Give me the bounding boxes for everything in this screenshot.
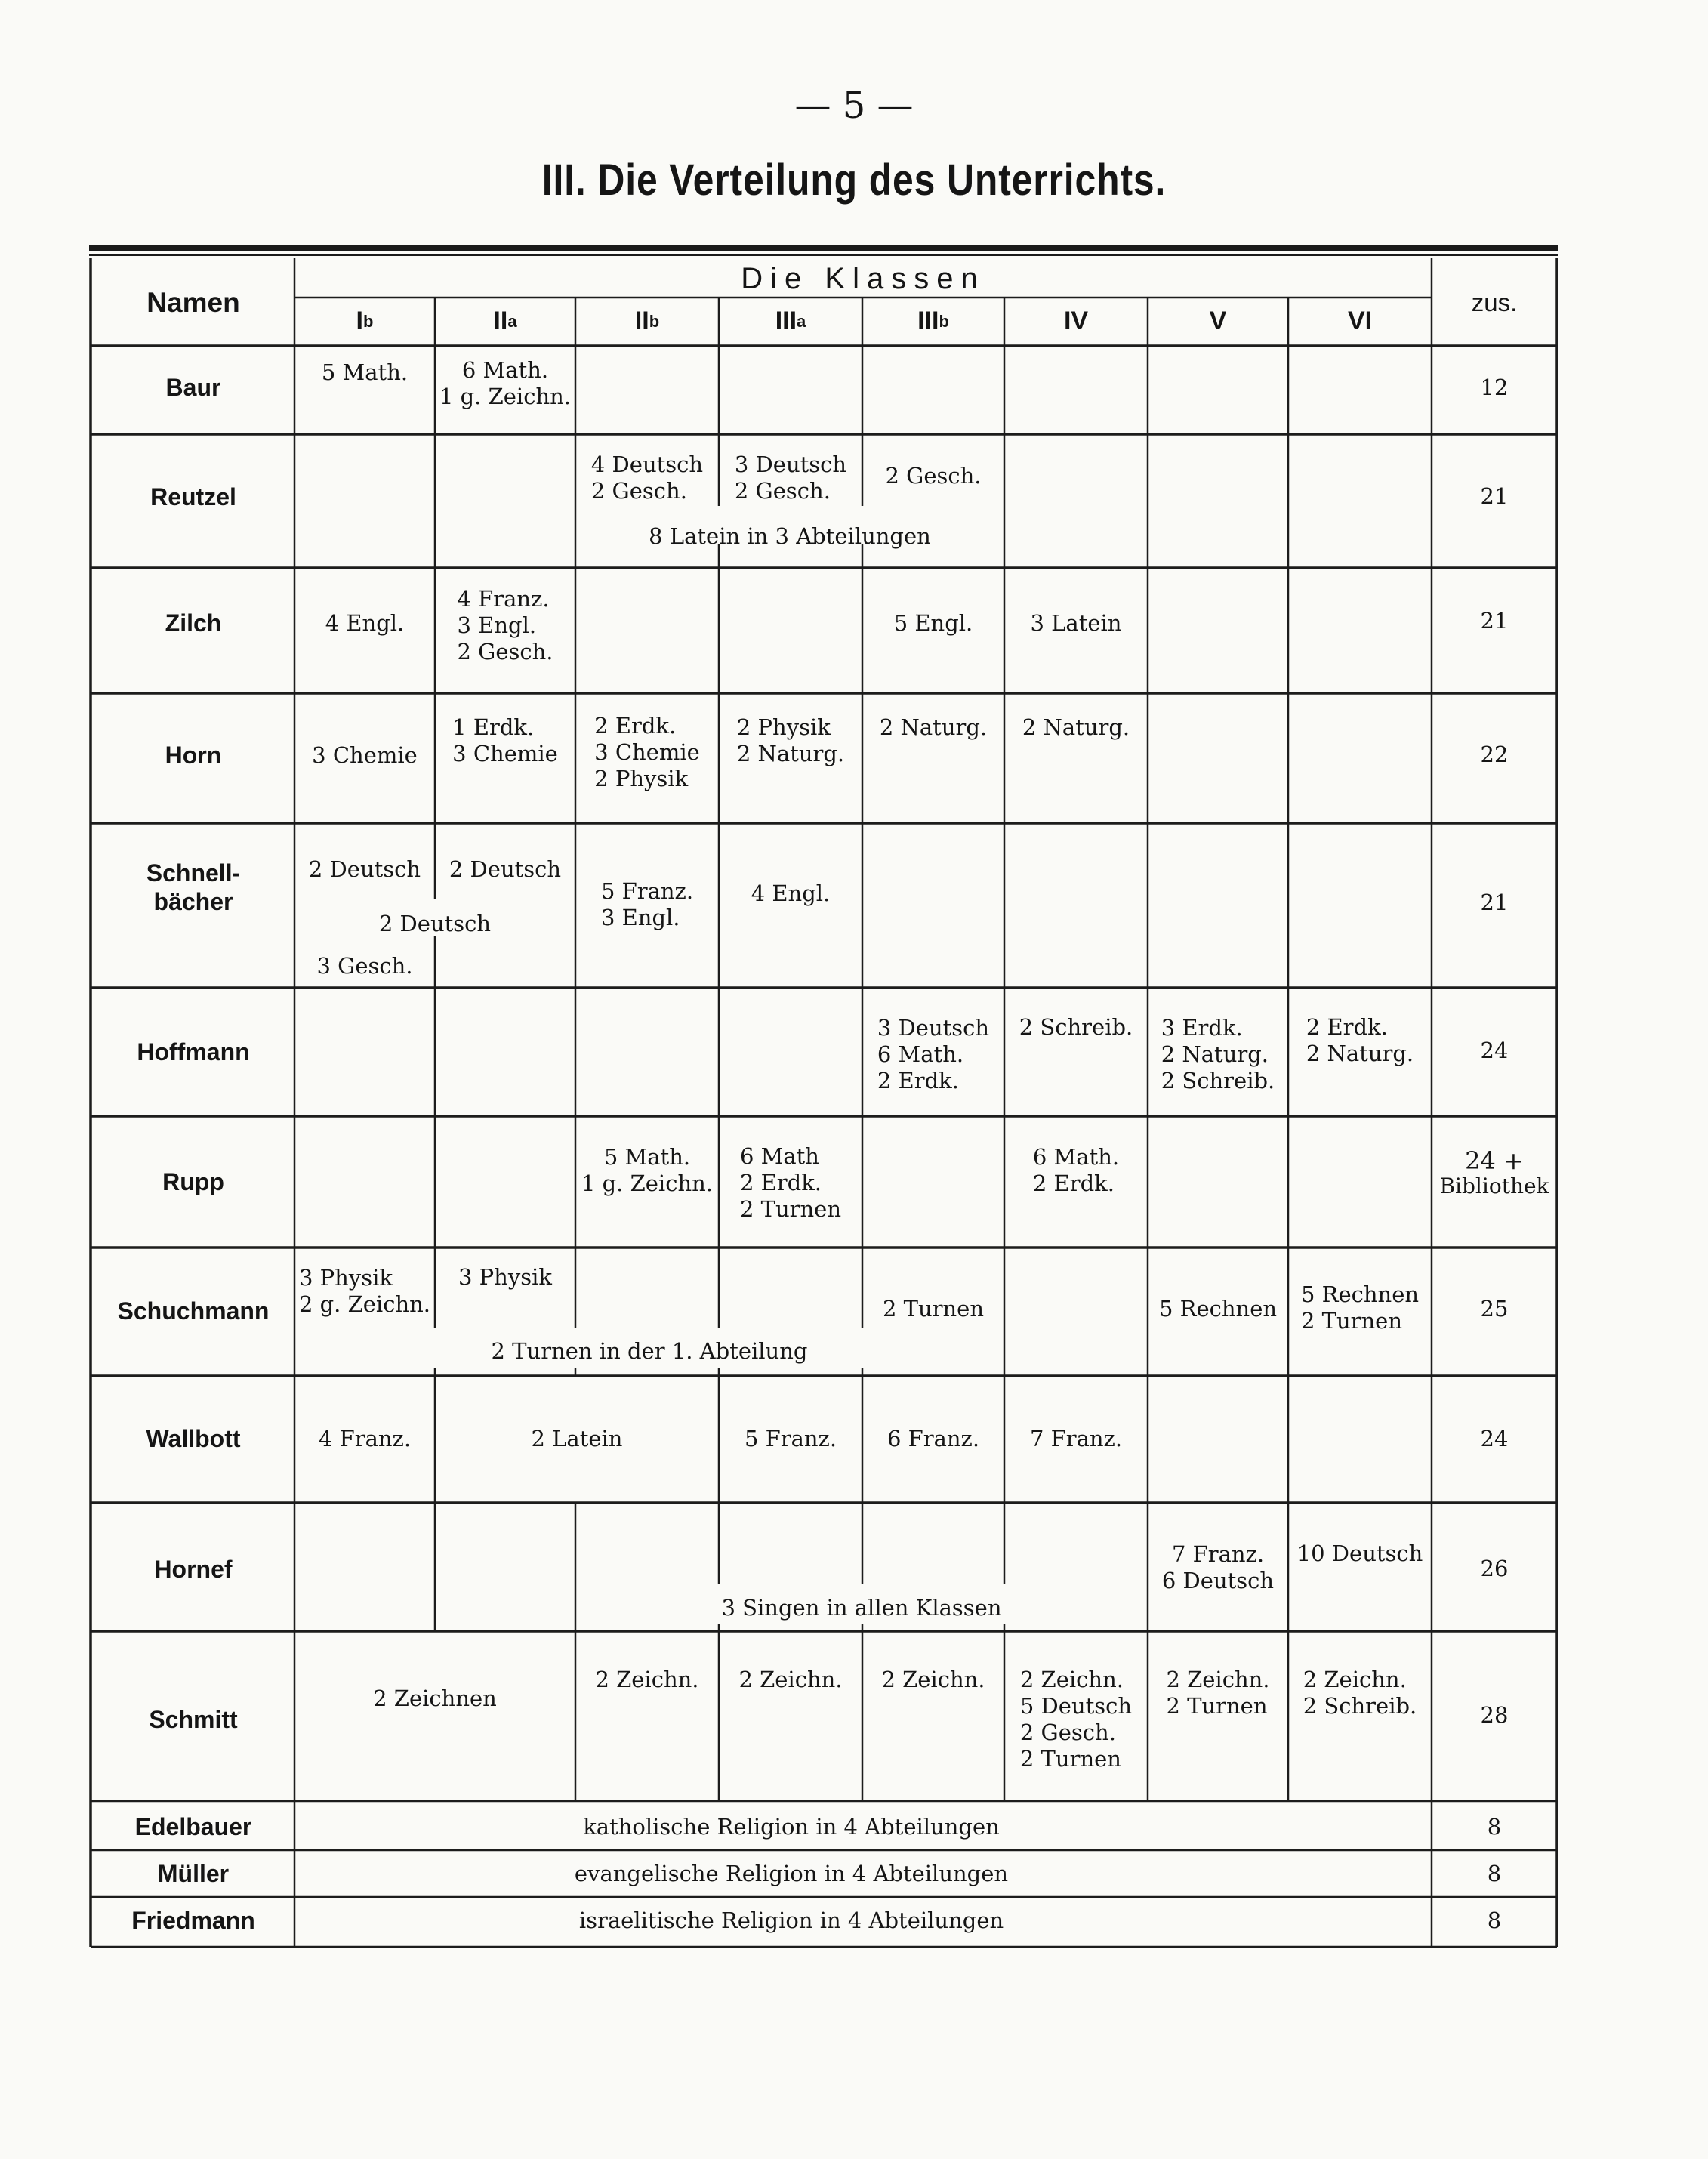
row-total: 21	[1480, 608, 1509, 634]
table-cell: 2 Deutsch	[308, 856, 421, 882]
table-cell: 5 Math. 1 g. Zeichn.	[581, 1144, 714, 1196]
table-cell: 10 Deutsch	[1296, 1540, 1423, 1566]
table-cell: 7 Franz.	[1029, 1425, 1123, 1451]
table-cell: 3 Gesch.	[316, 952, 413, 979]
table-cell: 1 Erdk. 3 Chemie	[452, 714, 558, 766]
teacher-name: Horn	[165, 742, 222, 769]
table-cell: 5 Franz.	[744, 1425, 837, 1451]
header-classes-group: Die Klassen	[741, 261, 985, 295]
row-total: 22	[1480, 742, 1509, 767]
table-cell: 6 Math. 2 Erdk.	[1032, 1144, 1120, 1196]
table-cell: 2 Zeichn. 5 Deutsch 2 Gesch. 2 Turnen	[1019, 1667, 1133, 1772]
table-cell: 2 Turnen	[882, 1295, 985, 1322]
table-cell: 2 Schreib.	[1019, 1013, 1133, 1040]
table-cell: 5 Math.	[321, 359, 409, 385]
row-total: 21	[1480, 890, 1509, 915]
table-cell: 3 Physik	[458, 1263, 552, 1290]
table-cell: 2 Naturg.	[1022, 714, 1130, 740]
table-cell: 2 Erdk. 2 Naturg.	[1306, 1014, 1414, 1066]
table-cell: 3 Erdk. 2 Naturg. 2 Schreib.	[1161, 1014, 1275, 1093]
span-text-singen: 3 Singen in allen Klassen	[721, 1595, 1002, 1621]
table-cell: 2 Zeichn. 2 Turnen	[1166, 1667, 1270, 1719]
row-total: 21	[1480, 483, 1509, 509]
table-cell: 5 Rechnen	[1158, 1295, 1278, 1322]
teacher-name: Wallbott	[146, 1425, 241, 1452]
header-class-vi: VI	[1347, 306, 1373, 335]
teacher-name: Hoffmann	[137, 1038, 250, 1066]
teacher-name: Schuchmann	[117, 1297, 270, 1325]
teacher-name: Rupp	[162, 1168, 224, 1195]
row-total: 26	[1480, 1556, 1509, 1581]
table-cell: 4 Engl.	[751, 880, 831, 906]
header-class-iiib: III b	[917, 306, 949, 335]
span-text-turnen: 2 Turnen in der 1. Abteilung	[491, 1338, 808, 1364]
table-cell: 3 Latein	[1030, 609, 1122, 636]
row-total: 24 + Bibliothek	[1439, 1146, 1549, 1198]
row-total: 24	[1480, 1038, 1509, 1063]
table-cell: 5 Engl.	[893, 609, 973, 636]
row-total: 8	[1487, 1861, 1502, 1886]
table-cell: 3 Physik 2 g. Zeichn.	[298, 1265, 431, 1317]
table-cell: 4 Deutsch 2 Gesch.	[590, 452, 704, 504]
table-cell: 4 Franz. 3 Engl. 2 Gesch.	[457, 585, 553, 665]
table-cell: 5 Franz. 3 Engl.	[600, 878, 694, 930]
table-cell: 2 Erdk. 3 Chemie 2 Physik	[594, 712, 700, 791]
table-cell: 2 Latein	[531, 1425, 623, 1451]
row-total: 28	[1480, 1702, 1509, 1728]
row-total: 8	[1487, 1908, 1502, 1933]
header-class-iiia: III a	[775, 306, 806, 335]
span-text-religion: israelitische Religion in 4 Abteilungen	[578, 1908, 1004, 1933]
table-cell: 2 Zeichnen	[373, 1685, 497, 1711]
table-cell: 6 Franz.	[886, 1425, 980, 1451]
table-cell: 3 Deutsch 6 Math. 2 Erdk.	[877, 1014, 990, 1093]
header-class-iv: IV	[1063, 306, 1089, 335]
table-cell: 2 Deutsch	[449, 856, 562, 882]
table-cell: 2 Naturg.	[879, 714, 988, 740]
teacher-name: Friedmann	[131, 1907, 255, 1934]
table-cell: 7 Franz. 6 Deutsch	[1161, 1541, 1275, 1593]
header-class-v: V	[1209, 306, 1227, 335]
teacher-name: Zilch	[165, 609, 222, 637]
table-cell: 2 Zeichn.	[738, 1666, 843, 1692]
table-cell: 4 Engl.	[325, 609, 405, 636]
page-title: III. Die Verteilung des Unterrichts.	[541, 156, 1167, 205]
header-total: zus.	[1471, 288, 1518, 316]
table-cell: 6 Math 2 Erdk. 2 Turnen	[739, 1143, 842, 1222]
teacher-name: Schnell- bächer	[146, 859, 241, 915]
row-total: 25	[1480, 1296, 1509, 1322]
table-cell: 3 Chemie	[312, 742, 418, 768]
table-cell: 2 Zeichn.	[595, 1666, 699, 1692]
table-cell: 2 Zeichn. 2 Schreib.	[1303, 1667, 1417, 1719]
span-text-religion: evangelische Religion in 4 Abteilungen	[574, 1861, 1009, 1886]
header-class-ib: I b	[356, 306, 374, 335]
span-text-latein: 8 Latein in 3 Abteilungen	[649, 523, 931, 549]
teacher-name: Müller	[157, 1860, 230, 1887]
table-cell: 3 Deutsch 2 Gesch.	[734, 452, 847, 504]
table-cell: 6 Math. 1 g. Zeichn.	[439, 357, 572, 409]
teacher-name: Hornef	[154, 1556, 233, 1583]
table-cell: 5 Rechnen 2 Turnen	[1300, 1282, 1420, 1334]
teacher-name: Reutzel	[150, 483, 236, 510]
header-class-iib: II b	[634, 306, 660, 335]
table-cell: 2 Zeichn.	[881, 1666, 985, 1692]
table-cell: 2 Deutsch	[378, 910, 492, 936]
header-names: Namen	[146, 286, 240, 318]
teacher-name: Baur	[165, 373, 221, 401]
row-total: 12	[1480, 375, 1509, 400]
table-cell: 2 Physik 2 Naturg.	[736, 714, 845, 766]
span-text-religion: katholische Religion in 4 Abteilungen	[583, 1814, 1000, 1840]
row-total: 8	[1487, 1814, 1502, 1840]
teacher-name: Edelbauer	[134, 1813, 252, 1840]
table-cell: 4 Franz.	[318, 1425, 412, 1451]
teacher-name: Schmitt	[149, 1706, 238, 1733]
page-number: — 5 —	[794, 85, 914, 127]
table-cell: 2 Gesch.	[885, 462, 982, 489]
row-total: 24	[1480, 1426, 1509, 1451]
header-class-iia: II a	[493, 306, 517, 335]
